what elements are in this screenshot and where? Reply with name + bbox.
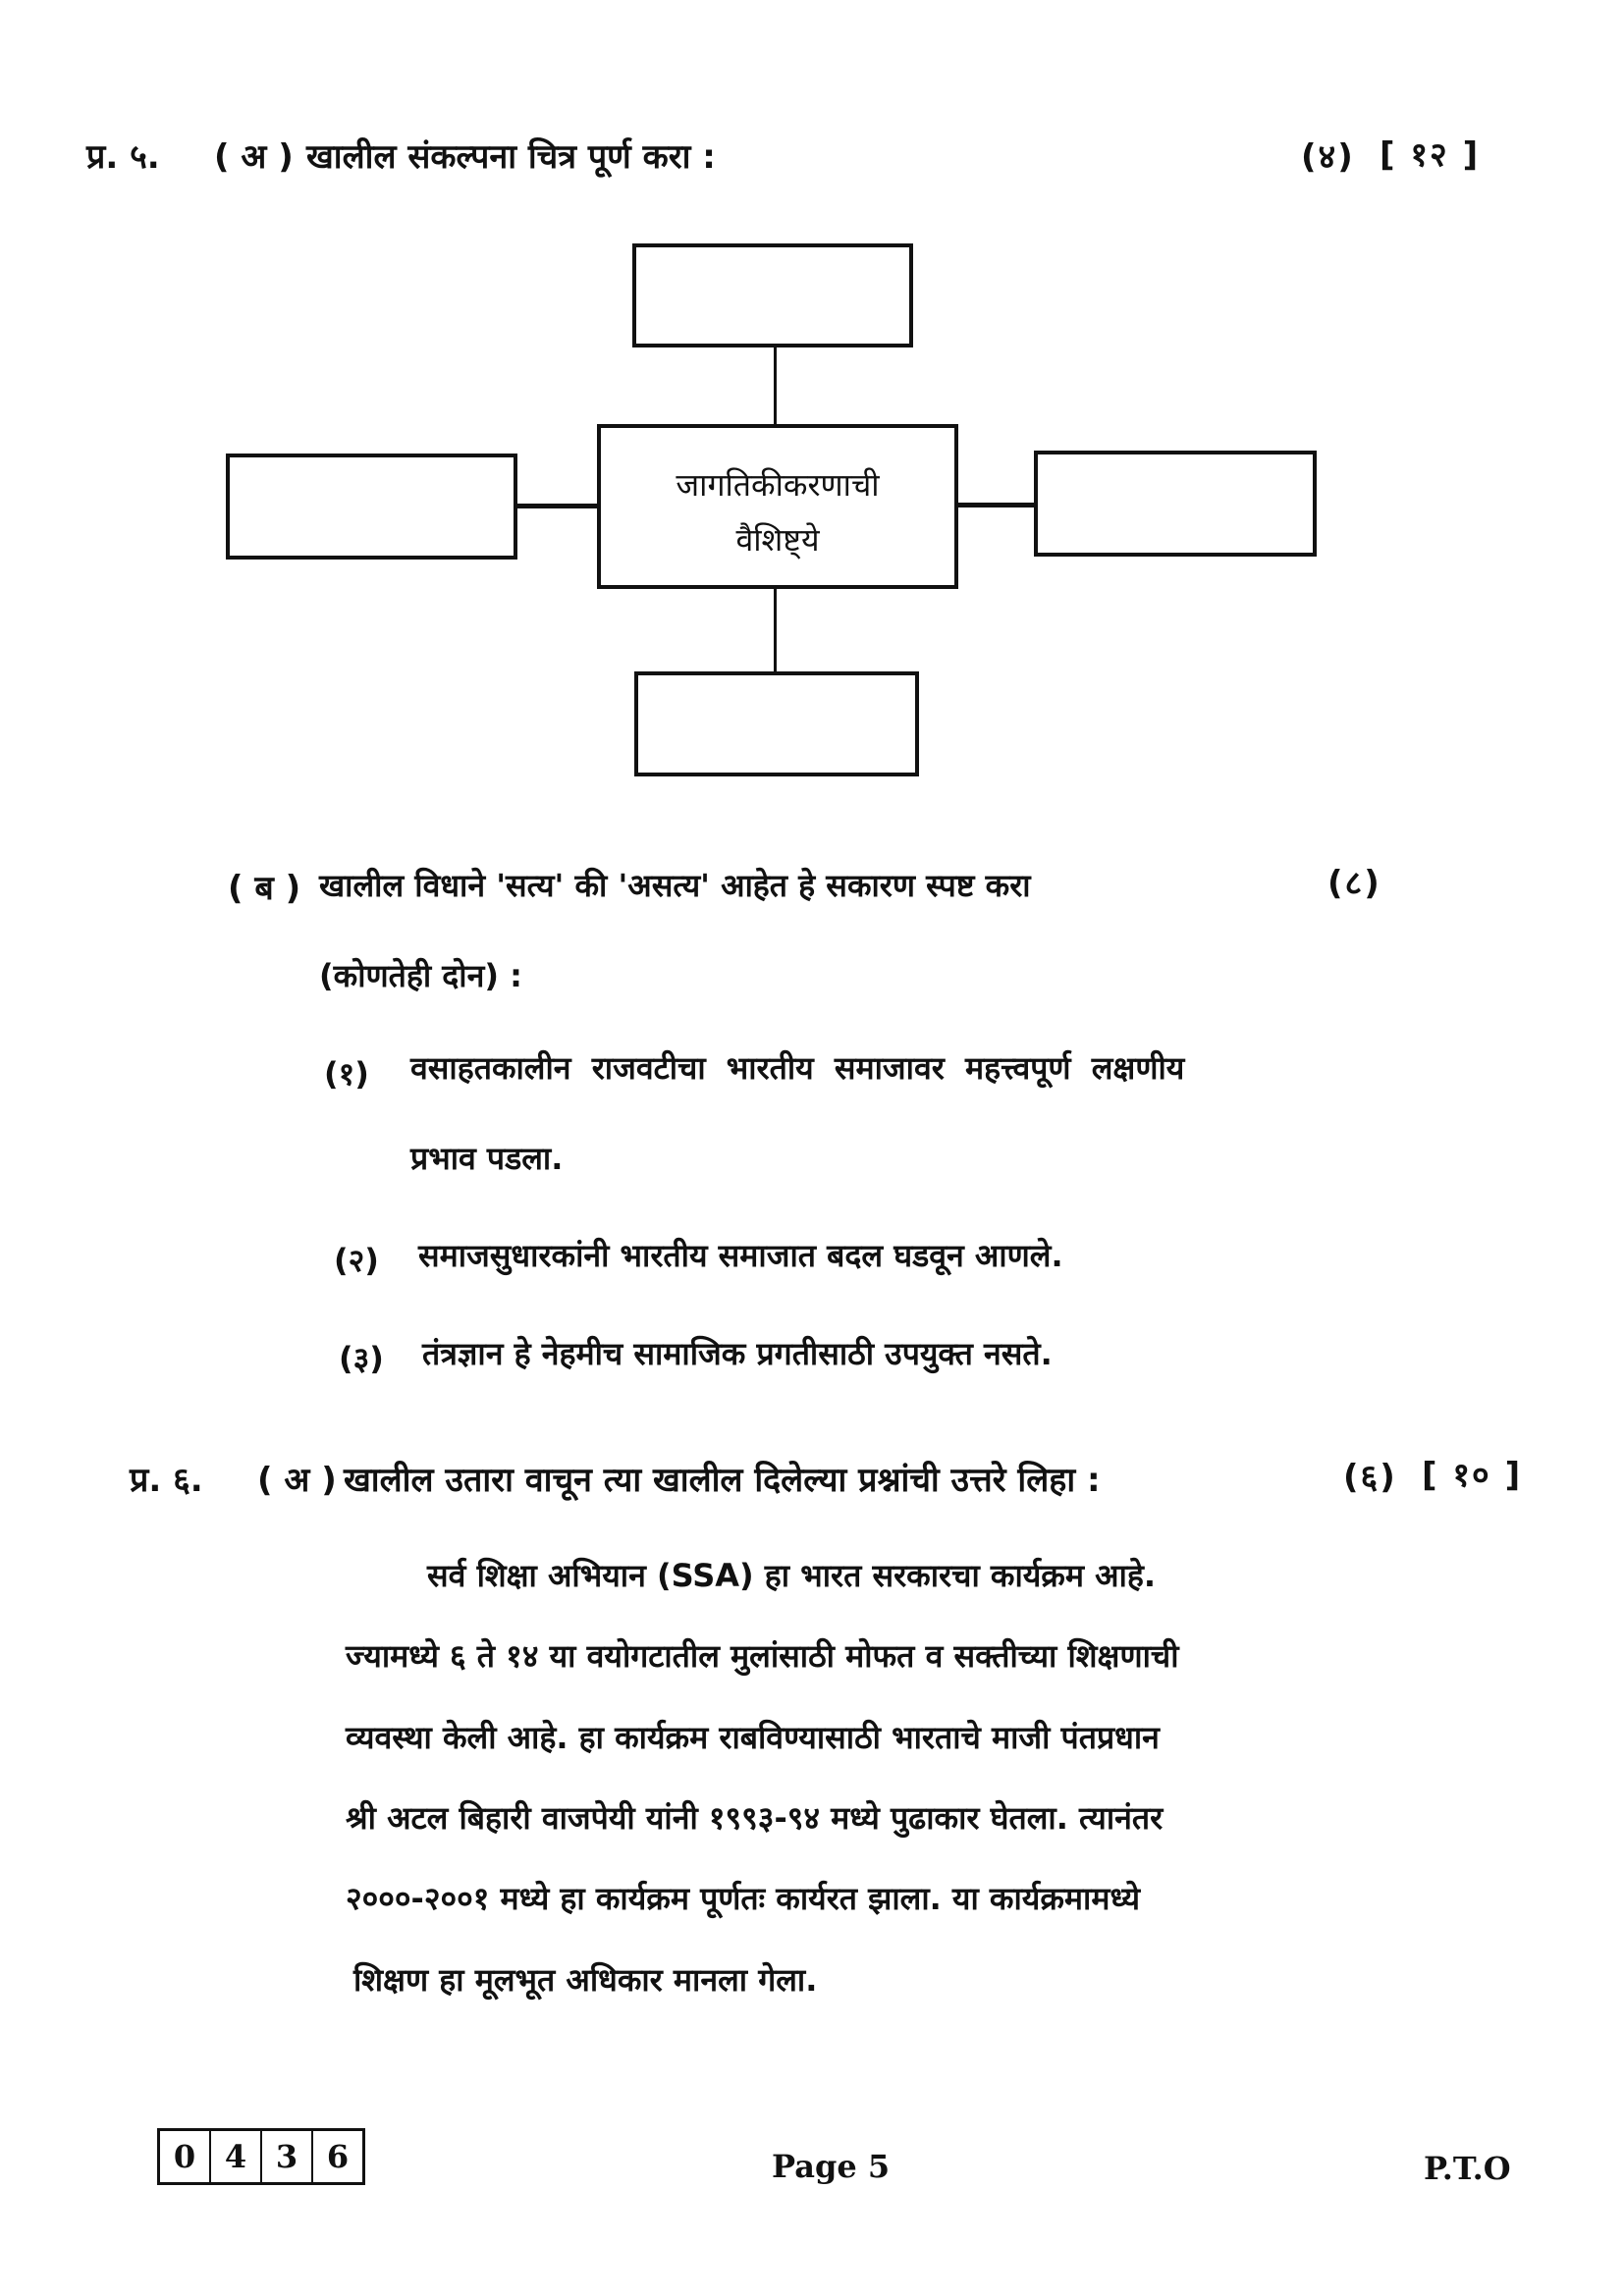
diagram-box-bottom	[634, 671, 919, 776]
q5b-instruction: खालील विधाने 'सत्य' की 'असत्य' आहेत हे सकारण स्पष्ट करा	[319, 867, 1031, 904]
q5a-label: ( अ )	[214, 137, 294, 177]
diagram-center-box	[597, 424, 958, 589]
center-label-line1: जागतिकीकरणाची	[676, 466, 880, 504]
passage-line-1: सर्व शिक्षा अभियान (SSA) हा भारत सरकारचा कार्यक्रम आहे.	[427, 1557, 1157, 1594]
q5-number: प्र. ५.	[86, 137, 160, 177]
passage-line-3: व्यवस्था केली आहे. हा कार्यक्रम राबविण्यासाठी भारताचे माजी पंतप्रधान	[346, 1719, 1160, 1756]
passage-line-6: शिक्षण हा मूलभूत अधिकार मानला गेला.	[353, 1961, 818, 1999]
statement-1-text-cont: प्रभाव पडला.	[410, 1140, 564, 1177]
passage-line-4: श्री अटल बिहारी वाजपेयी यांनी १९९३-९४ मध्ये पुढाकार घेतला. त्यानंतर	[346, 1799, 1164, 1837]
statement-3-text: तंत्रज्ञान हे नेहमीच सामाजिक प्रगतीसाठी उपयुक्त नसते.	[422, 1335, 1053, 1372]
q5b-marks: (८)	[1327, 864, 1381, 903]
code-digit: 0	[160, 2131, 211, 2182]
statement-2-number: (२)	[334, 1242, 379, 1279]
q6a-marks: (६)	[1343, 1458, 1397, 1497]
page-number: Page 5	[772, 2148, 891, 2185]
q6-number: प्र. ६.	[130, 1461, 203, 1500]
center-label-line2: वैशिष्ट्ये	[735, 521, 820, 559]
code-digit: 3	[262, 2131, 313, 2182]
q5-total-marks: [ १२ ]	[1380, 135, 1481, 175]
connector-bottom	[774, 589, 777, 672]
q6a-label: ( अ )	[257, 1461, 337, 1500]
code-digit: 4	[211, 2131, 262, 2182]
passage-line-5: २०००-२००१ मध्ये हा कार्यक्रम पूर्णतः कार्यरत झाला. या कार्यक्रमामध्ये	[346, 1880, 1141, 1917]
paper-code-box	[157, 2128, 365, 2185]
passage-line-2: ज्यामध्ये ६ ते १४ या वयोगटातील मुलांसाठी मोफत व सक्तीच्या शिक्षणाची	[346, 1637, 1179, 1675]
statement-2-text: समाजसुधारकांनी भारतीय समाजात बदल घडवून आणले.	[418, 1237, 1063, 1274]
q6-total-marks: [ १० ]	[1422, 1456, 1523, 1495]
pto-label: P.T.O	[1424, 2150, 1511, 2187]
q5b-label: ( ब )	[228, 869, 301, 908]
statement-3-number: (३)	[339, 1340, 384, 1377]
q5b-sub-instruction: (कोणतेही दोन) :	[319, 957, 522, 994]
diagram-box-left	[226, 454, 517, 560]
statement-1-number: (१)	[324, 1055, 369, 1093]
q5a-marks: (४)	[1301, 137, 1355, 177]
connector-right	[957, 503, 1035, 507]
diagram-box-right	[1034, 451, 1317, 557]
connector-left	[517, 504, 598, 508]
statement-1-text: वसाहतकालीन राजवटीचा भारतीय समाजावर महत्त्वपूर्ण लक्षणीय	[410, 1049, 1185, 1087]
diagram-box-top	[632, 243, 913, 347]
q5a-instruction: खालील संकल्पना चित्र पूर्ण करा :	[306, 137, 716, 177]
q6a-instruction: खालील उतारा वाचून त्या खालील दिलेल्या प्रश्नांची उत्तरे लिहा :	[344, 1461, 1101, 1500]
code-digit: 6	[326, 2138, 350, 2175]
connector-top	[774, 347, 777, 426]
